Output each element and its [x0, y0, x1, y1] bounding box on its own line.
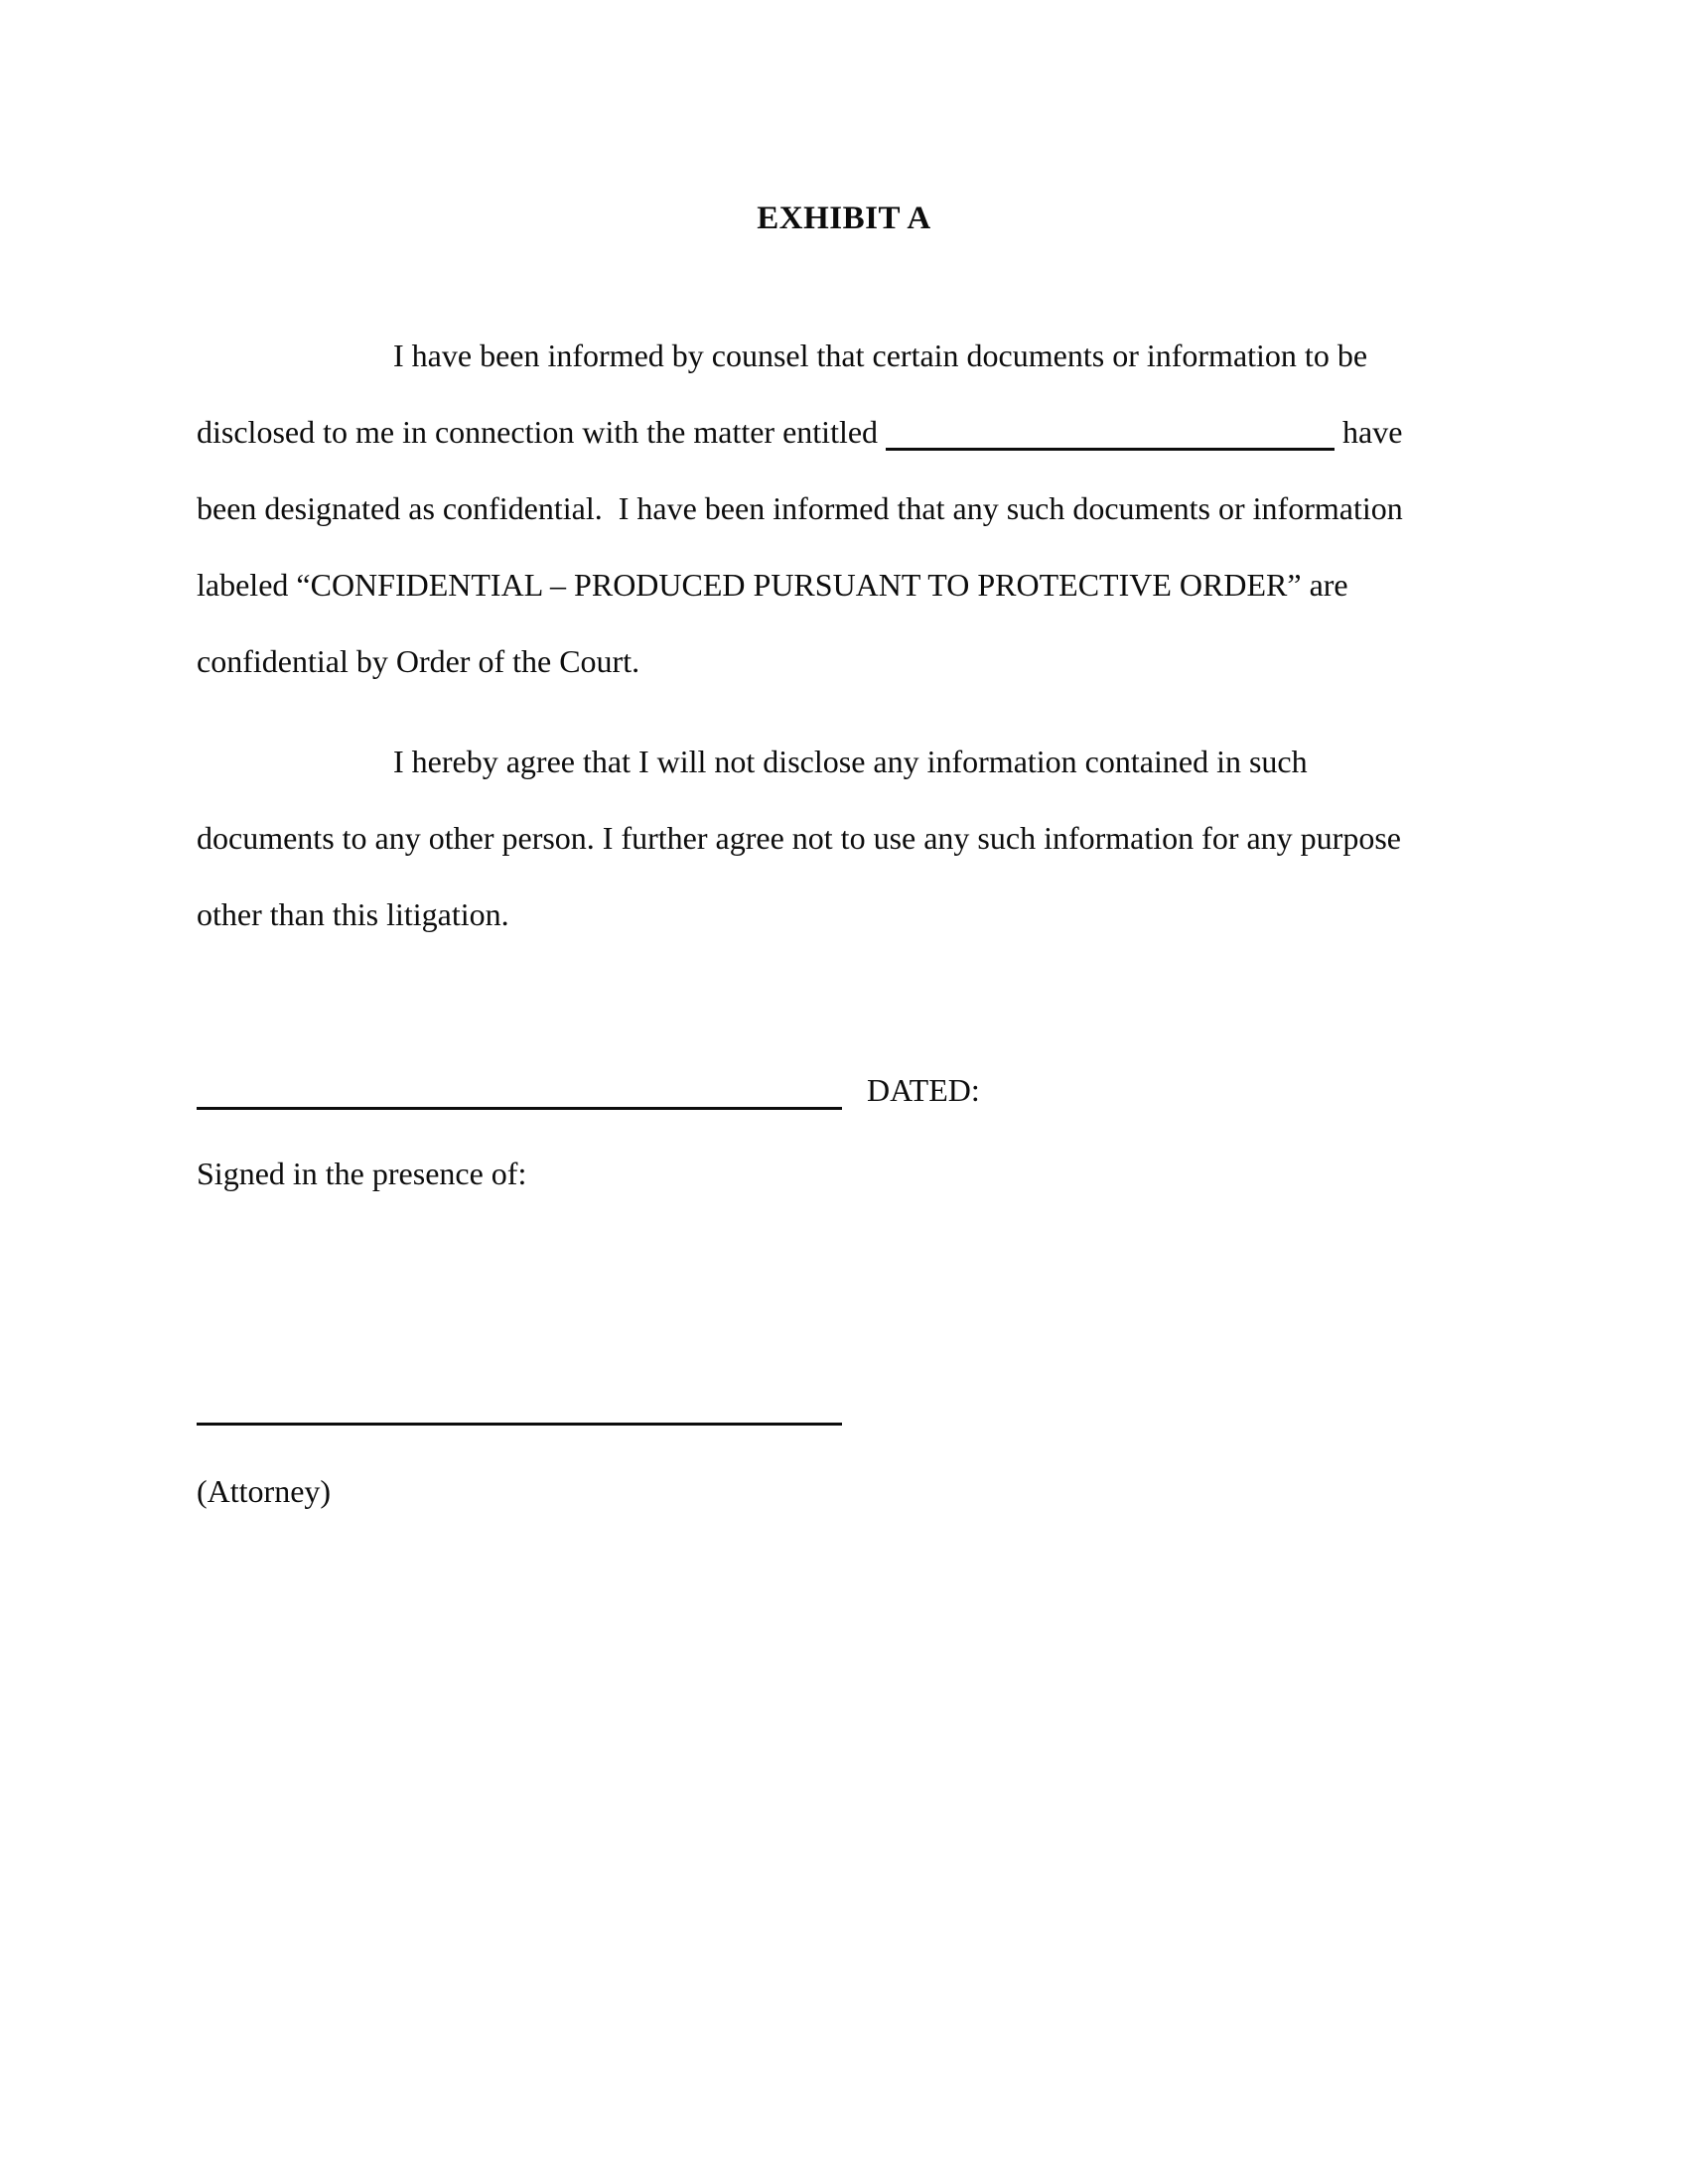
- paragraph1-line2: [197, 412, 1402, 452]
- paragraph2-line3: other than this litigation.: [197, 896, 509, 932]
- attorney-label: (Attorney): [197, 1473, 332, 1509]
- matter-title-blank-field: [886, 448, 1335, 451]
- exhibit-title: EXHIBIT A: [757, 201, 931, 236]
- paragraph1-line2-after-blank: have: [1335, 414, 1403, 450]
- paragraph1-line3: been designated as confidential. I have been informed that any such documents or information: [197, 490, 1403, 526]
- paragraph2-line1: I hereby agree that I will not disclose any information contained in such: [393, 744, 1308, 779]
- paragraph1-line2-before-blank: disclosed to me in connection with the matter entitled: [197, 414, 887, 450]
- witness-label: Signed in the presence of:: [197, 1156, 527, 1191]
- paragraph1-line4: labeled “CONFIDENTIAL – PRODUCED PURSUANT TO PROTECTIVE ORDER” are: [197, 567, 1348, 603]
- paragraph2-line2: documents to any other person. I further agree not to use any such information for any purpose: [197, 820, 1401, 856]
- paragraph1-line1: I have been informed by counsel that certain documents or information to be: [393, 338, 1368, 373]
- dated-label: DATED:: [867, 1072, 980, 1108]
- attorney-signature-line: [197, 1423, 842, 1426]
- signatory-signature-line: [197, 1107, 842, 1110]
- paragraph1-line5: confidential by Order of the Court.: [197, 643, 640, 679]
